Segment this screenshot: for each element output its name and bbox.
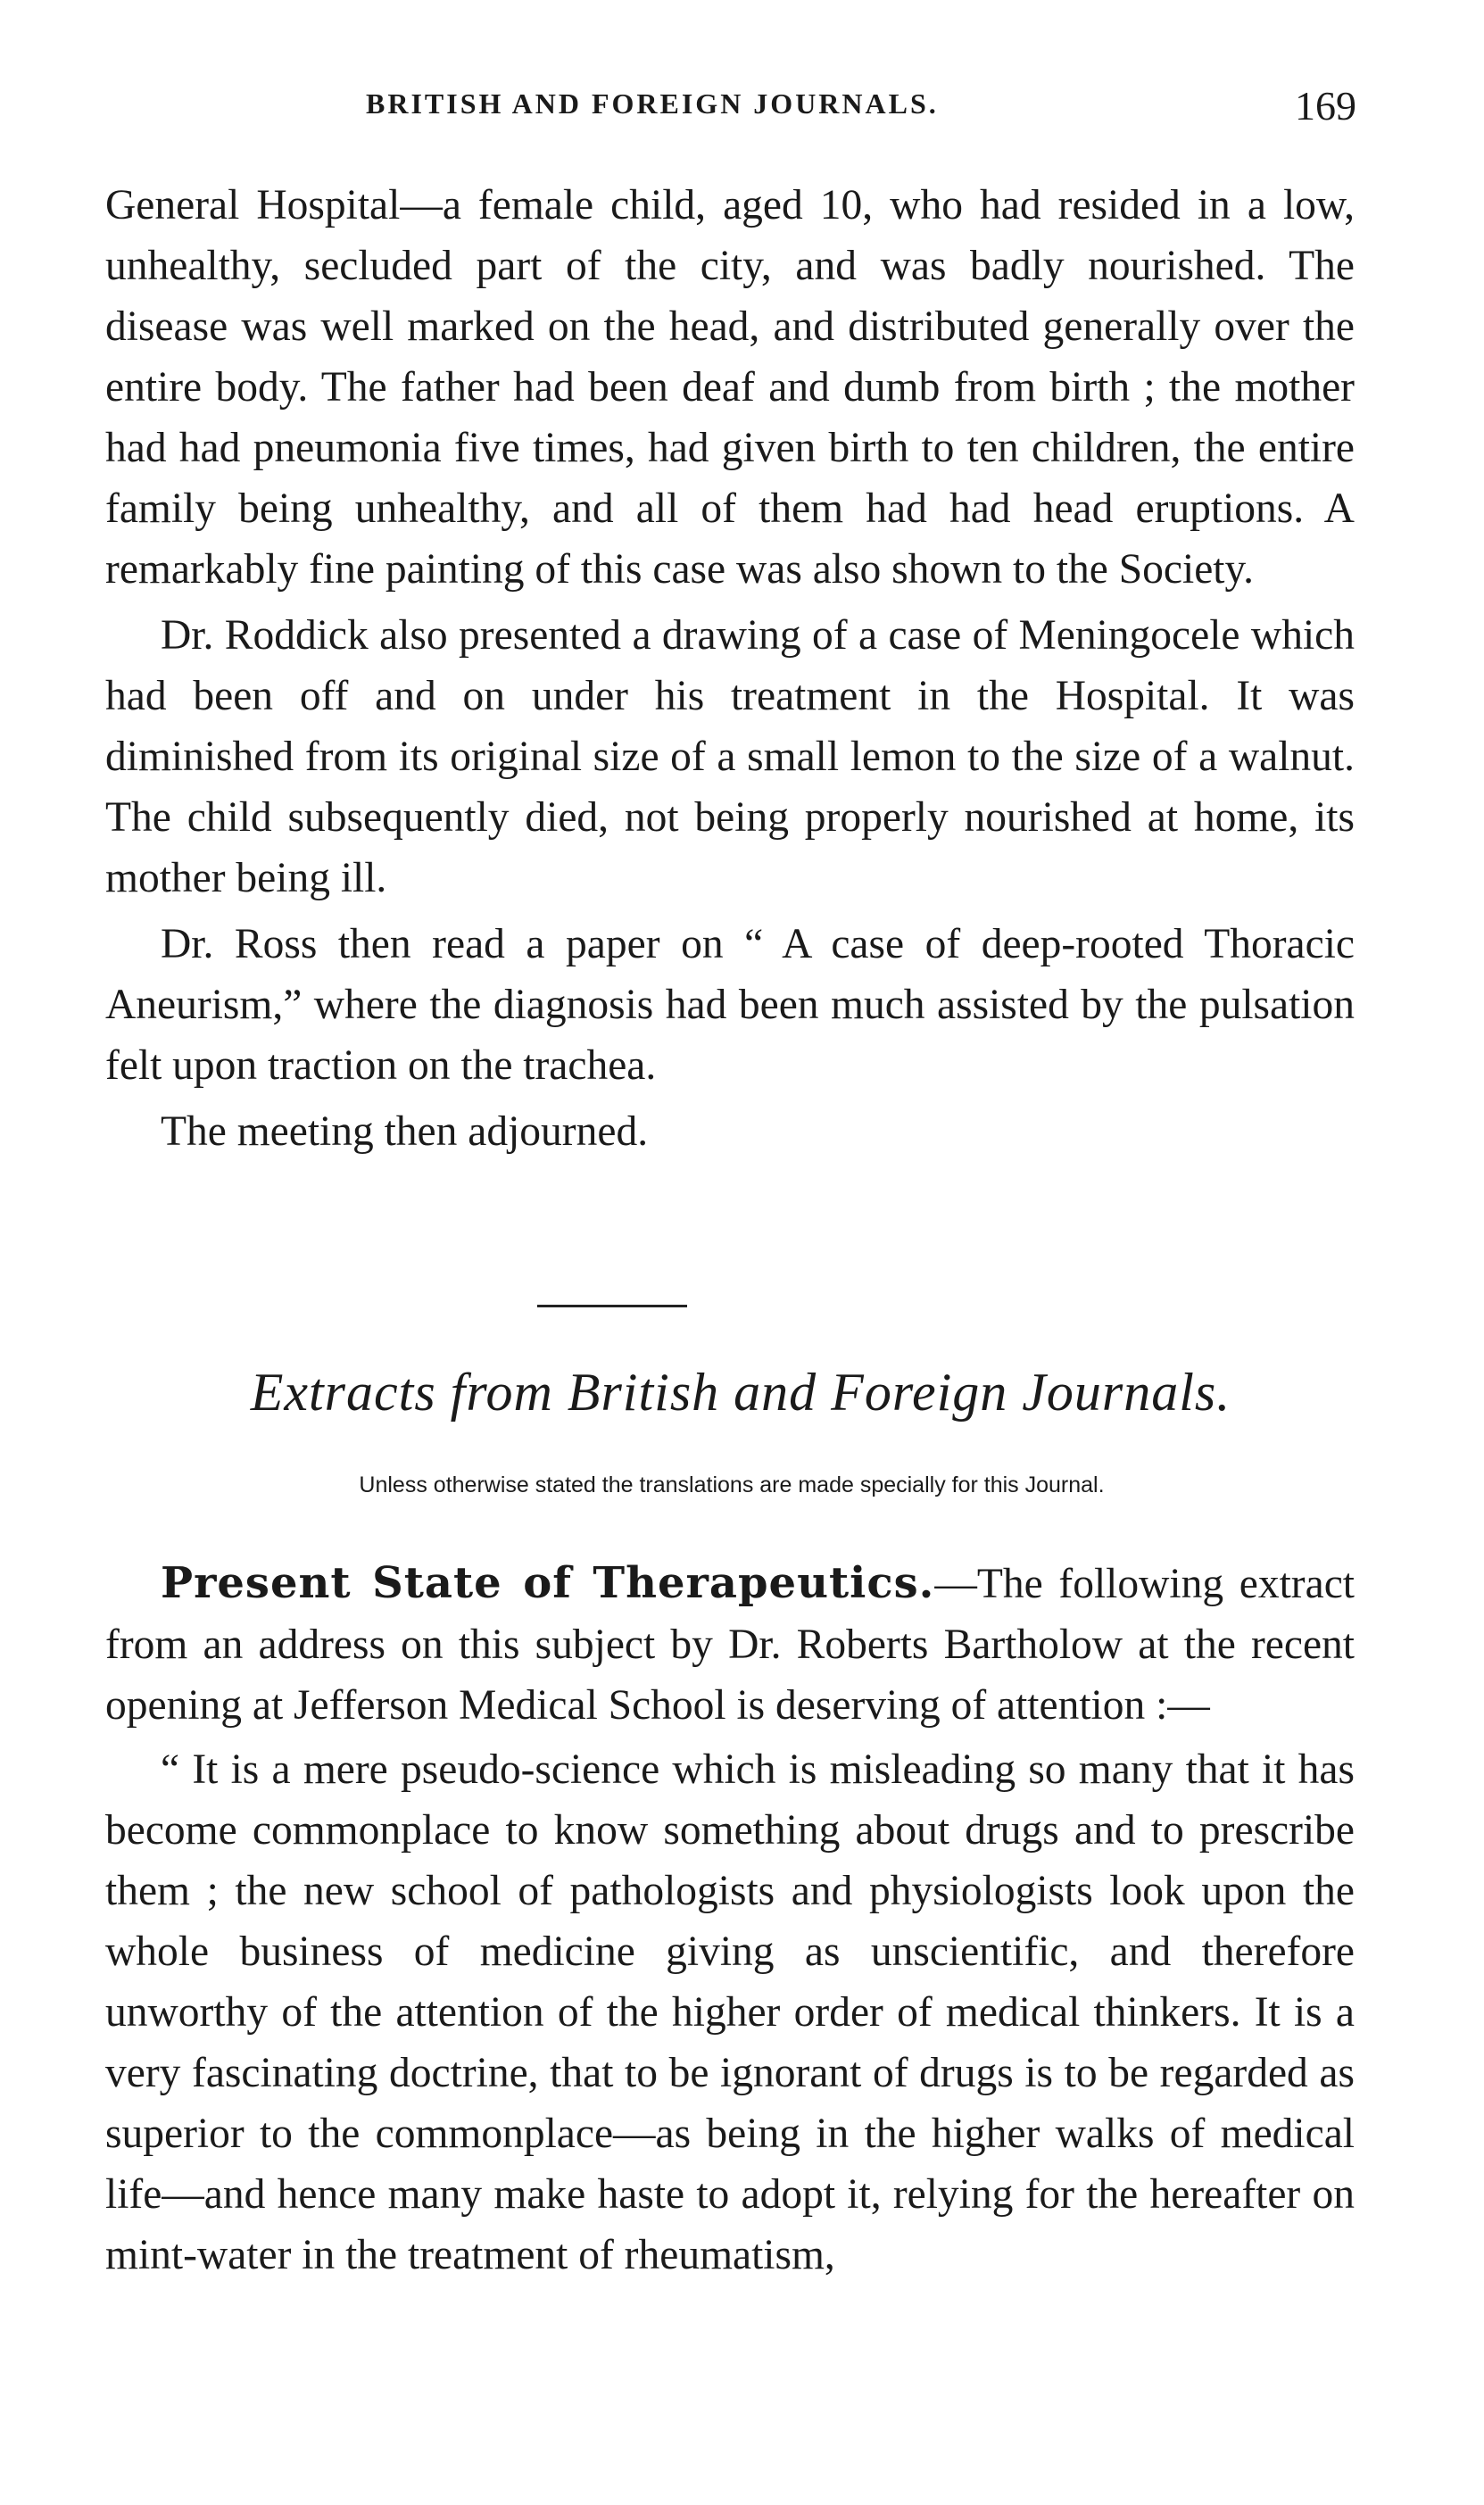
report-text [105,175,1355,1167]
article [105,1553,1355,2289]
paragraph-ross: Dr. Ross then read a paper on “ A case of deep-rooted Thoracic Aneurism,” where the diagnosis had been much assisted by the pulsation felt upon traction on the trachea. [105,921,1355,1089]
paragraph-roddick: Dr. Roddick also presented a drawing of a case of Meningocele which had been off and on under his treatment in the Hospital. It was diminished from its original size of a small lemon to the size of a walnut. The child subsequently died, not being properly nourished at home, its mother being ill. [105,612,1355,901]
article-intro: —The following extract from an address on this subject by Dr. Roberts Bartholow at the recent opening at Jefferson Medical School is deserving of attention :— [105,1561,1355,1729]
page-number: 169 [1295,83,1356,129]
section-title: Extracts from British and Foreign Journals. [250,1363,1231,1422]
section-divider [537,1305,687,1307]
paragraph-continued: General Hospital—a female child, aged 10, who had resided in a low, unhealthy, secluded part of the city, and was badly nourished. The disease was well marked on the head, and distributed generally over the entire body. The father had been deaf and dumb from birth ; the mother had had pneumonia five times, had given birth to ten children, the entire family being unhealthy, and all of them had had head eruptions. A remarkably fine painting of this case was also shown to the Society. [105,182,1355,593]
article-title: Present State of Therapeutics. [161,1558,935,1608]
running-title: BRITISH AND FOREIGN JOURNALS. [366,87,939,120]
page-header [107,82,1356,136]
article-quote: “ It is a mere pseudo-science which is misleading so many that it has become commonplace to know something about drugs and to prescribe them ; the new school of pathologists and physiologists look upon the whole business of medicine giving as unscientific, and therefore unworthy of the attention of the higher order of medical thinkers. It is a very fascinating doctrine, that to be ignorant of drugs is to be regarded as superior to the commonplace—as being in the higher walks of medical life—and hence many make haste to adopt it, relying for the hereafter on mint-water in the treatment of rheumatism, [105,1746,1355,2278]
article-intro-paragraph [105,1553,1355,1736]
paragraph-adjourned: The meeting then adjourned. [161,1108,649,1155]
section-note: Unless otherwise stated the translations are made specially for this Journal. [359,1472,1105,1497]
